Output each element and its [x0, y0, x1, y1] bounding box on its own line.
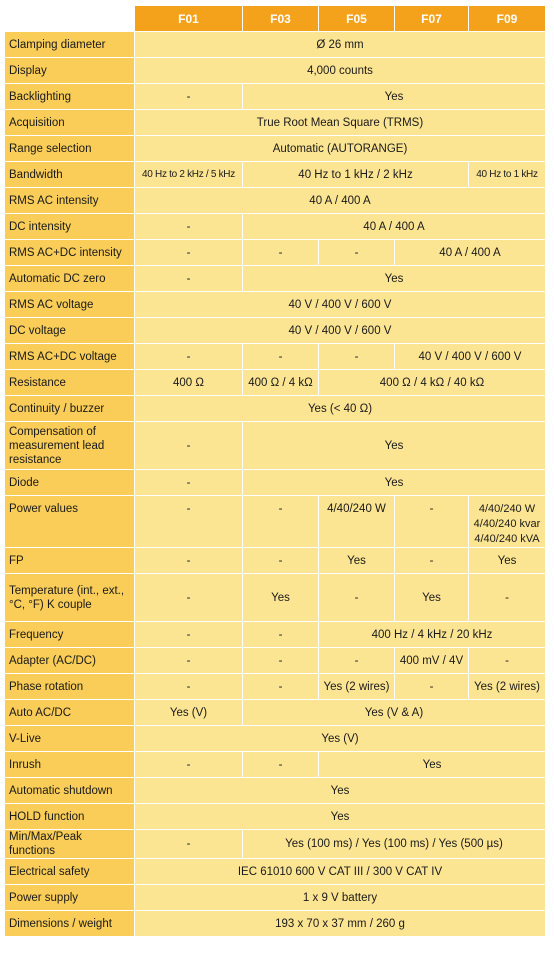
value-cell: 400 Ω [135, 370, 243, 396]
row-label: RMS AC+DC voltage [5, 344, 135, 370]
value-cell: Yes (2 wires) [319, 674, 395, 700]
value-cell: Yes (V) [135, 726, 546, 752]
row-label: Clamping diameter [5, 32, 135, 58]
value-cell: 40 A / 400 A [243, 214, 546, 240]
value-cell: Ø 26 mm [135, 32, 546, 58]
value-cell: Yes (V) [135, 700, 243, 726]
value-cell: - [243, 674, 319, 700]
column-header: F09 [469, 6, 546, 32]
value-cell: True Root Mean Square (TRMS) [135, 110, 546, 136]
value-cell: 400 Ω / 4 kΩ [243, 370, 319, 396]
value-cell: 40 V / 400 V / 600 V [135, 292, 546, 318]
table-row [5, 778, 546, 804]
value-line: 4/40/240 kVA [474, 533, 540, 545]
value-cell: 40 Hz to 1 kHz [469, 162, 546, 188]
table-row [5, 84, 546, 110]
value-cell: - [135, 84, 243, 110]
column-header: F01 [135, 6, 243, 32]
value-cell: Yes [135, 804, 546, 830]
table-row [5, 32, 546, 58]
row-label: Auto AC/DC [5, 700, 135, 726]
table-row [5, 370, 546, 396]
value-cell: Yes [243, 266, 546, 292]
value-cell: - [395, 496, 469, 548]
table-row [5, 752, 546, 778]
row-label: Backlighting [5, 84, 135, 110]
spec-table-container [4, 5, 546, 937]
table-row [5, 859, 546, 885]
table-row [5, 344, 546, 370]
row-label: Automatic shutdown [5, 778, 135, 804]
row-label: Continuity / buzzer [5, 396, 135, 422]
column-header: F05 [319, 6, 395, 32]
table-row [5, 700, 546, 726]
value-cell: - [243, 344, 319, 370]
value-cell: - [243, 496, 319, 548]
row-label: Min/Max/Peak functions [5, 830, 135, 859]
value-cell: Automatic (AUTORANGE) [135, 136, 546, 162]
value-cell: - [135, 830, 243, 859]
table-row [5, 266, 546, 292]
value-cell: 40 Hz to 1 kHz / 2 kHz [243, 162, 469, 188]
table-row [5, 548, 546, 574]
value-cell: Yes [243, 422, 546, 470]
table-row [5, 674, 546, 700]
row-label: Resistance [5, 370, 135, 396]
value-cell: - [469, 574, 546, 622]
value-cell: - [135, 470, 243, 496]
table-row [5, 136, 546, 162]
value-cell: - [135, 266, 243, 292]
table-row [5, 726, 546, 752]
row-label: RMS AC intensity [5, 188, 135, 214]
value-cell: - [135, 752, 243, 778]
value-cell: - [135, 344, 243, 370]
table-row [5, 648, 546, 674]
value-cell: - [319, 344, 395, 370]
value-cell: - [319, 240, 395, 266]
table-row [5, 292, 546, 318]
row-label: Display [5, 58, 135, 84]
value-cell: - [135, 574, 243, 622]
row-label: Adapter (AC/DC) [5, 648, 135, 674]
row-label: V-Live [5, 726, 135, 752]
row-label: Temperature (int., ext., °C, °F) K couple [5, 574, 135, 622]
value-cell: 400 Ω / 4 kΩ / 40 kΩ [319, 370, 546, 396]
value-cell: - [135, 240, 243, 266]
row-label: Diode [5, 470, 135, 496]
value-line: 4/40/240 kvar [473, 518, 541, 530]
row-label: RMS AC voltage [5, 292, 135, 318]
value-cell: - [135, 548, 243, 574]
value-cell: Yes [395, 574, 469, 622]
table-row [5, 830, 546, 859]
value-cell: Yes [135, 778, 546, 804]
row-label: Automatic DC zero [5, 266, 135, 292]
row-label: DC voltage [5, 318, 135, 344]
table-row [5, 496, 546, 548]
table-row [5, 911, 546, 937]
value-cell: - [243, 548, 319, 574]
row-label: RMS AC+DC intensity [5, 240, 135, 266]
table-row [5, 240, 546, 266]
value-cell: - [135, 648, 243, 674]
row-label: HOLD function [5, 804, 135, 830]
value-cell: 40 Hz to 2 kHz / 5 kHz [135, 162, 243, 188]
value-cell: 40 A / 400 A [395, 240, 546, 266]
value-line: 4/40/240 W [478, 503, 536, 515]
row-label: Compensation of measurement lead resistance [5, 422, 135, 470]
table-row [5, 318, 546, 344]
value-cell: - [319, 648, 395, 674]
row-label: Bandwidth [5, 162, 135, 188]
value-cell: - [135, 496, 243, 548]
value-cell: 40 V / 400 V / 600 V [395, 344, 546, 370]
value-cell: - [243, 648, 319, 674]
value-cell: 40 A / 400 A [135, 188, 546, 214]
value-cell: 4,000 counts [135, 58, 546, 84]
value-cell [469, 496, 546, 548]
value-cell: 1 x 9 V battery [135, 885, 546, 911]
row-label: Power supply [5, 885, 135, 911]
row-label: Dimensions / weight [5, 911, 135, 937]
value-cell: - [135, 214, 243, 240]
table-row [5, 574, 546, 622]
table-row [5, 110, 546, 136]
table-row [5, 622, 546, 648]
table-row [5, 188, 546, 214]
value-cell: 40 V / 400 V / 600 V [135, 318, 546, 344]
value-cell: 4/40/240 W [319, 496, 395, 548]
value-cell: Yes (100 ms) / Yes (100 ms) / Yes (500 µs) [243, 830, 546, 859]
table-row [5, 162, 546, 188]
column-header: F03 [243, 6, 319, 32]
row-label: DC intensity [5, 214, 135, 240]
table-row [5, 214, 546, 240]
table-row [5, 885, 546, 911]
row-label: Phase rotation [5, 674, 135, 700]
header-row [5, 6, 546, 32]
value-cell: - [395, 548, 469, 574]
value-cell: 400 Hz / 4 kHz / 20 kHz [319, 622, 546, 648]
value-cell: - [135, 674, 243, 700]
value-cell: IEC 61010 600 V CAT III / 300 V CAT IV [135, 859, 546, 885]
column-header: F07 [395, 6, 469, 32]
value-cell: - [395, 674, 469, 700]
row-label: Acquisition [5, 110, 135, 136]
value-cell: 193 x 70 x 37 mm / 260 g [135, 911, 546, 937]
row-label: Electrical safety [5, 859, 135, 885]
table-row [5, 804, 546, 830]
value-cell: Yes [319, 752, 546, 778]
value-cell: - [135, 422, 243, 470]
value-cell: Yes (2 wires) [469, 674, 546, 700]
value-cell: Yes [243, 84, 546, 110]
value-cell: Yes (V & A) [243, 700, 546, 726]
row-label: Range selection [5, 136, 135, 162]
value-cell: Yes [243, 470, 546, 496]
value-cell: - [243, 752, 319, 778]
value-cell: - [243, 622, 319, 648]
value-cell: - [243, 240, 319, 266]
table-row [5, 470, 546, 496]
row-label: FP [5, 548, 135, 574]
value-cell: - [319, 574, 395, 622]
value-cell: Yes [243, 574, 319, 622]
value-cell: Yes [319, 548, 395, 574]
row-label: Inrush [5, 752, 135, 778]
row-label: Power values [5, 496, 135, 548]
spec-comparison-table [4, 5, 546, 937]
spec-table-body [5, 32, 546, 937]
table-row [5, 422, 546, 470]
value-cell: Yes (< 40 Ω) [135, 396, 546, 422]
value-cell: Yes [469, 548, 546, 574]
value-cell: - [469, 648, 546, 674]
table-row [5, 396, 546, 422]
value-cell: 400 mV / 4V [395, 648, 469, 674]
header-corner [5, 6, 135, 32]
table-row [5, 58, 546, 84]
value-cell: - [135, 622, 243, 648]
row-label: Frequency [5, 622, 135, 648]
